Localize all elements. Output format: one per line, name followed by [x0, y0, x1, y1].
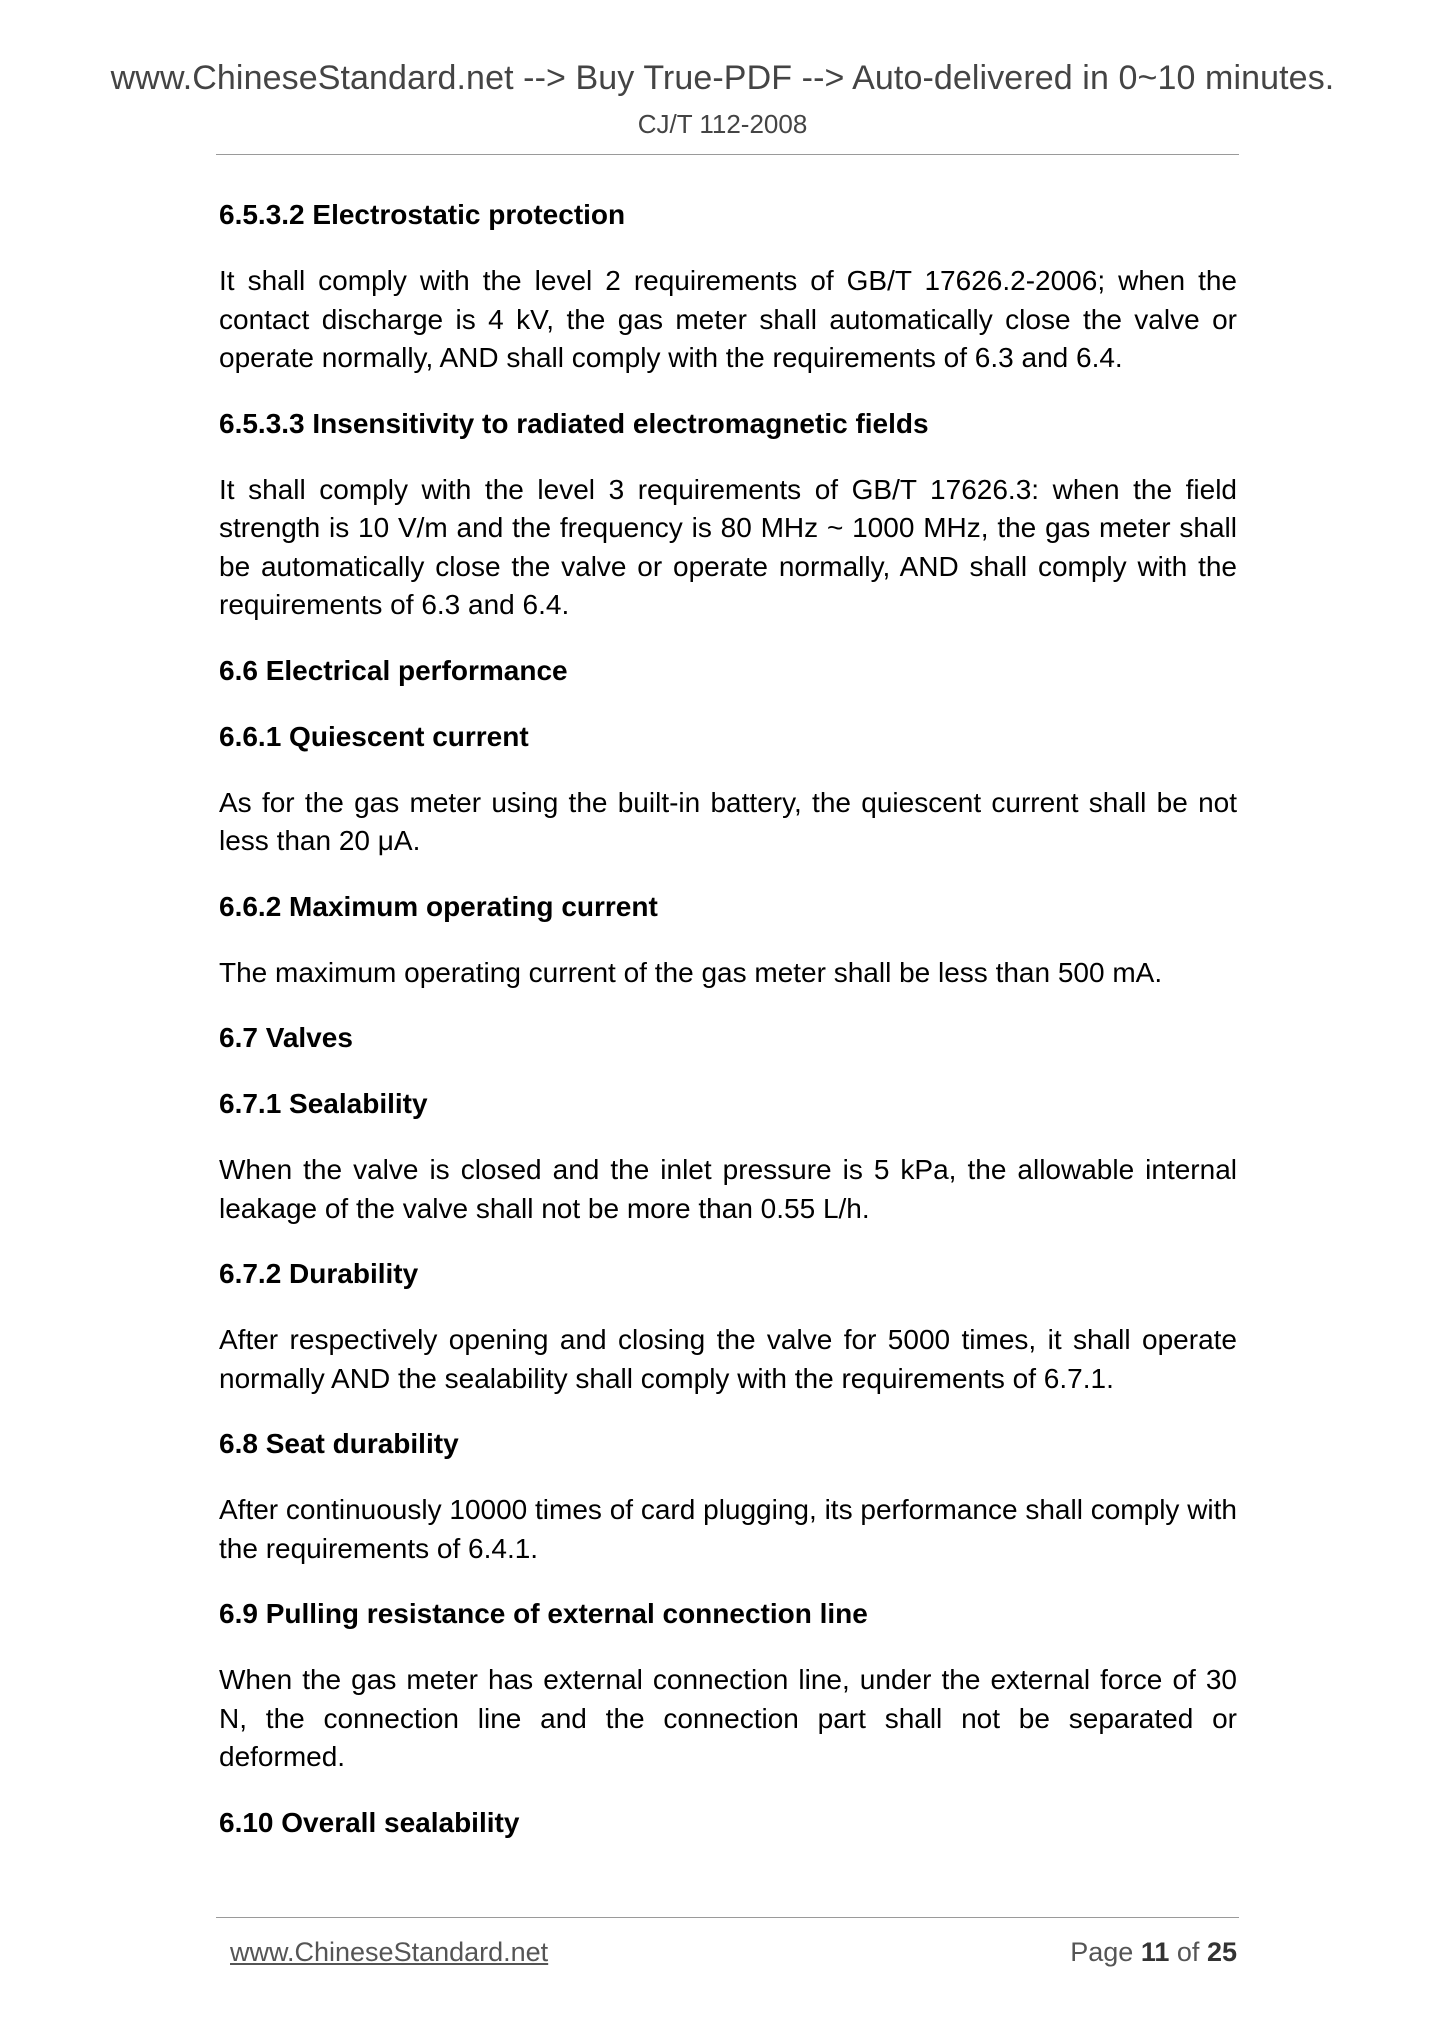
section-paragraph: It shall comply with the level 2 requirements of GB/T 17626.2-2006; when the contact discharge is 4 kV, the gas meter shall automatically close the valve or operate normally, AND shall comply with the requirements of 6.3 and 6.4. — [219, 265, 1237, 373]
section-heading: 6.5.3.2 Electrostatic protection — [219, 199, 626, 230]
page-of: of — [1176, 1937, 1200, 1967]
page-prefix: Page — [1070, 1937, 1134, 1967]
section-heading: 6.7 Valves — [219, 1022, 353, 1053]
section-heading: 6.9 Pulling resistance of external connection line — [219, 1598, 868, 1629]
header-banner-text: www.ChineseStandard.net --> Buy True-PDF --> Auto-delivered in 0~10 minutes. — [110, 59, 1335, 97]
section-heading: 6.6 Electrical performance — [219, 654, 568, 686]
footer-divider — [216, 1917, 1239, 1918]
section-paragraph: After respectively opening and closing the valve for 5000 times, it shall operate normally AND the sealability shall comply with the requirements of 6.7.1. — [219, 1324, 1237, 1394]
section-heading: 6.6.1 Quiescent current — [219, 720, 529, 752]
section-heading: 6.7.2 Durability — [219, 1258, 419, 1289]
page-current: 11 — [1140, 1937, 1170, 1967]
section-paragraph: After continuously 10000 times of card plugging, its performance shall comply with the requirements of 6.4.1. — [219, 1494, 1237, 1564]
section-heading: 6.10 Overall sealability — [219, 1806, 520, 1838]
section-heading: 6.7.1 Sealability — [219, 1088, 428, 1119]
section-heading: 6.8 Seat durability — [219, 1428, 459, 1459]
header-divider — [216, 154, 1239, 155]
page-number — [1070, 1934, 1237, 1970]
section-paragraph: When the gas meter has external connection line, under the external force of 30 N, the connection line and the connection part shall not be separated or deformed. — [219, 1664, 1237, 1772]
section-paragraph: When the valve is closed and the inlet pressure is 5 kPa, the allowable internal leakage of the valve shall not be more than 0.55 L/h. — [219, 1154, 1237, 1224]
section-heading: 6.5.3.3 Insensitivity to radiated electromagnetic fields — [219, 407, 929, 439]
section-heading: 6.6.2 Maximum operating current — [219, 890, 658, 922]
page-total: 25 — [1206, 1937, 1237, 1967]
page-header — [0, 54, 1445, 142]
section-paragraph: It shall comply with the level 3 requirements of GB/T 17626.3: when the field strength is 10 V/m and the frequency is 80 MHz ~ 1000 MHz, the gas meter shall be automatically close the valve or operate normally, AND shall comply with the requirements of 6.3 and 6.4. — [219, 473, 1237, 620]
document-body — [219, 196, 1237, 1870]
document-code: CJ/T 112-2008 — [637, 109, 808, 139]
footer-website-link[interactable]: www.ChineseStandard.net — [230, 1937, 549, 1967]
section-paragraph: The maximum operating current of the gas meter shall be less than 500 mA. — [219, 956, 1163, 988]
section-paragraph: As for the gas meter using the built-in battery, the quiescent current shall be not less than 20 μA. — [219, 786, 1237, 856]
